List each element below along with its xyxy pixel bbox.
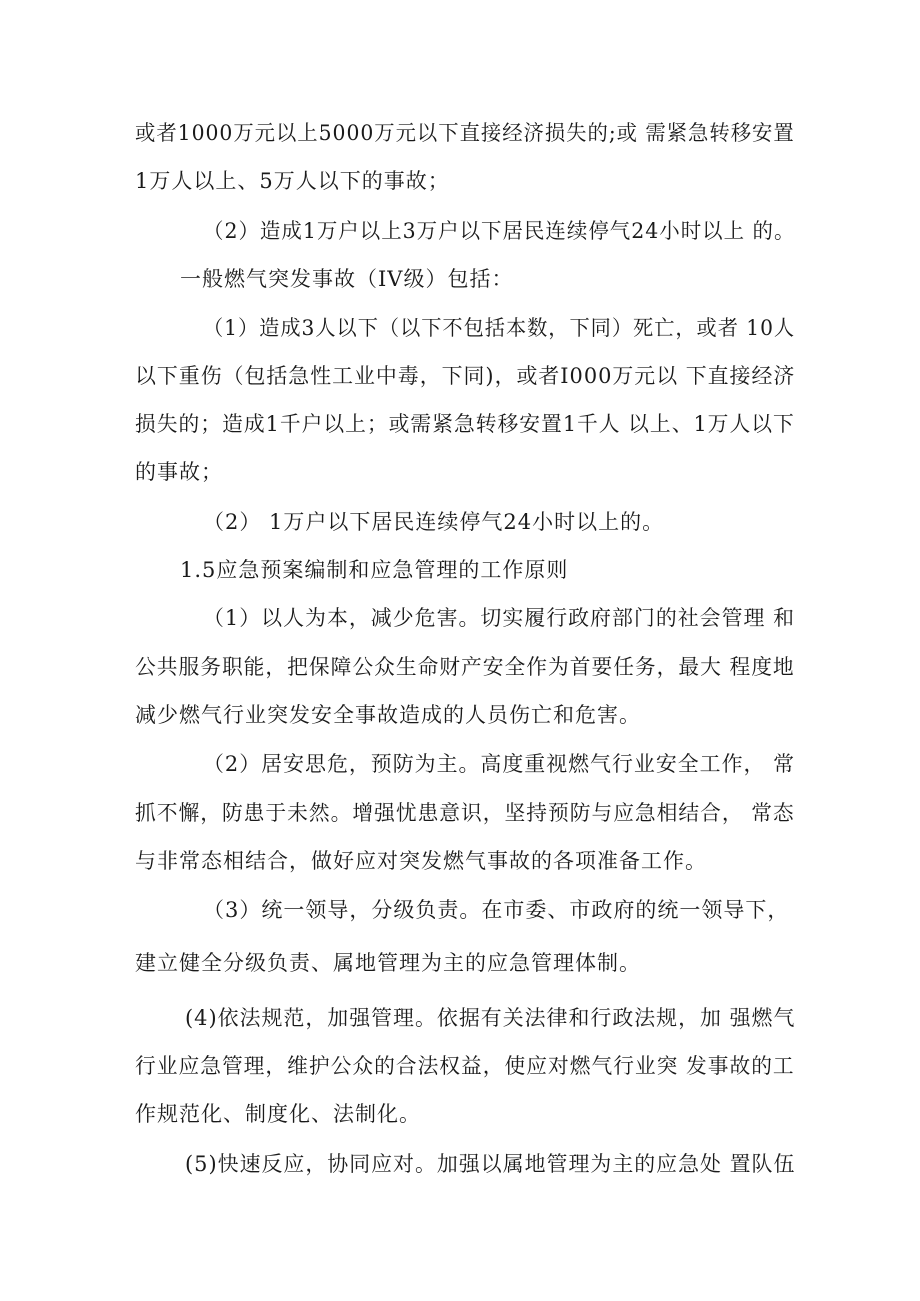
text-line: 以下重伤（包括急性工业中毒，下同)，或者I000万元以 下直接经济 (135, 364, 796, 388)
text-line: 公共服务职能，把保障公众生命财产安全作为首要任务，最大 程度地 (135, 655, 795, 679)
text-line: (4)依法规范，加强管理。依据有关法律和行政法规，加 强燃气 (185, 1006, 796, 1030)
text-line: 减少燃气行业突发安全事故造成的人员伤亡和危害。 (135, 703, 641, 727)
text-line: （1）以人为本，减少危害。切实履行政府部门的社会管理 和 (203, 606, 796, 630)
text-line: （2）造成1万户以上3万户以下居民连续停气24小时以上 的。 (203, 219, 796, 243)
text-line: 建立健全分级负责、属地管理为主的应急管理体制。 (135, 951, 641, 975)
text-line: 损失的；造成1千户以上；或需紧急转移安置1千人 以上、1万人以下 (135, 412, 795, 436)
text-line: 的事故； (135, 460, 223, 484)
text-line: 行业应急管理，维护公众的合法权益，使应对燃气行业突 发事故的工 (135, 1054, 795, 1078)
text-line: 作规范化、制度化、法制化。 (135, 1102, 421, 1126)
text-line: 1万人以上、5万人以下的事故； (135, 169, 450, 193)
text-line: （1）造成3人以下（以下不包括本数，下同）死亡，或者 10人 (203, 316, 796, 340)
text-line: 或者1000万元以上5000万元以下直接经济损失的;或 需紧急转移安置 (135, 121, 795, 145)
text-line: 一般燃气突发事故（IV级）包括： (180, 267, 514, 291)
text-line: （3）统一领导，分级负责。在市委、市政府的统一领导下， (203, 898, 790, 922)
text-line: 抓不懈，防患于未然。增强忧患意识，坚持预防与应急相结合， 常态 (135, 801, 795, 825)
text-line: （2）居安思危，预防为主。高度重视燃气行业安全工作， 常 (203, 752, 796, 776)
text-line: 与非常态相结合，做好应对突发燃气事故的各项准备工作。 (135, 849, 707, 873)
section-heading: 1.5应急预案编制和应急管理的工作原则 (180, 558, 569, 582)
text-line: (5)快速反应，协同应对。加强以属地管理为主的应急处 置队伍 (185, 1152, 796, 1176)
text-line: （2） 1万户以下居民连续停气24小时以上的。 (203, 510, 665, 534)
